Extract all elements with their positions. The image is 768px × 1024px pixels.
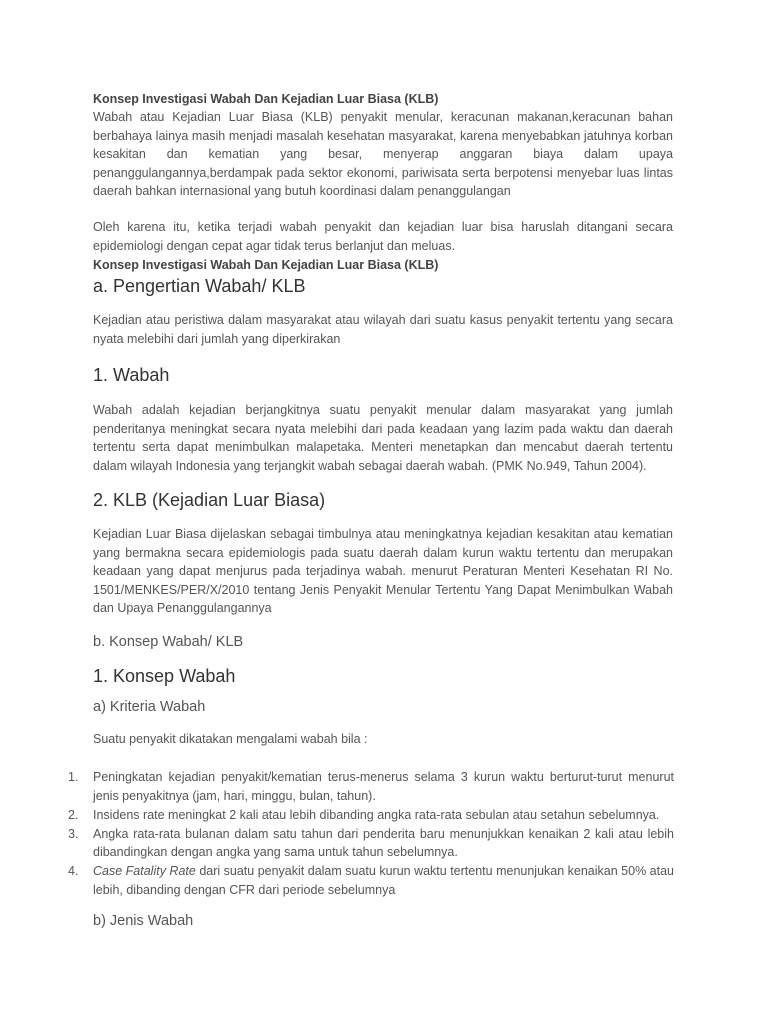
- list-number: 2.: [68, 807, 79, 822]
- heading-konsep-wabah: 1. Konsep Wabah: [93, 665, 236, 686]
- heading-wabah: 1. Wabah: [93, 365, 170, 385]
- list-item-text: Peningkatan kejadian penyakit/kematian terus-menerus selama 3 kurun waktu berturut-turut menurut jenis penyakitnya (jam, hari, minggu, bulan, tahun).: [93, 770, 674, 803]
- heading-klb: 2. KLB (Kejadian Luar Biasa): [93, 490, 326, 510]
- intro-paragraph: Wabah atau Kejadian Luar Biasa (KLB) penyakit menular, keracunan makanan,keracunan bahan berbahaya lainya masih menjadi masalah kesehatan masyarakat, karena menyebabkan jatuhnya korban kesakitan dan kematian yang besar, menyerap anggaran biaya dalam upaya penanggulangannya,berdampak pada sektor ekonomi, pariwisata serta berpotensi menyebar luas lintas daerah bahkan internasional yang butuh koordinasi dalam penanggulangan: [93, 110, 673, 198]
- heading-jenis-wabah: b) Jenis Wabah: [93, 913, 194, 929]
- paragraph-pengertian: Kejadian atau peristiwa dalam masyarakat atau wilayah dari suatu kasus penyakit tertentu yang secara nyata melebihi dari jumlah yang diperkirakan: [93, 313, 673, 346]
- list-number: 3.: [68, 826, 79, 841]
- document-title: Konsep Investigasi Wabah Dan Kejadian Luar Biasa (KLB): [93, 92, 439, 106]
- list-number: 1.: [68, 770, 79, 784]
- heading-kriteria-wabah: a) Kriteria Wabah: [93, 698, 206, 715]
- list-item: [68, 768, 674, 805]
- list-item: [68, 862, 675, 899]
- intro-paragraph-2: Oleh karena itu, ketika terjadi wabah penyakit dan kejadian luar bisa haruslah ditangani secara epidemiologi dengan cepat agar tidak terus berlanjut dan meluas.: [93, 220, 673, 253]
- list-item: [68, 825, 674, 862]
- document-body: [93, 90, 673, 748]
- list-number: 4.: [68, 864, 79, 878]
- heading-konsep-wabah-klb: b. Konsep Wabah/ KLB: [93, 633, 244, 650]
- list-item-text: Insidens rate meningkat 2 kali atau lebih dibanding angka rata-rata sebulan atau setahun sebelumnya.: [93, 807, 660, 822]
- paragraph-wabah: Wabah adalah kejadian berjangkitnya suatu penyakit menular dalam masyarakat yang jumlah penderitanya meningkat secara nyata melebihi dari pada keadaan yang lazim pada waktu dan daerah tertentu serta dapat menimbulkan malapetaka. Menteri menetapkan dan mencabut daerah tertentu dalam wilayah Indonesia yang terjangkit wabah sebagai daerah wabah. (PMK No.949, Tahun 2004).: [93, 403, 673, 473]
- section-title-repeat: Konsep Investigasi Wabah Dan Kejadian Luar Biasa (KLB): [93, 258, 439, 272]
- list-item-text: dari suatu penyakit dalam suatu kurun waktu tertentu menunjukan kenaikan 50% atau lebih, dibanding dengan CFR dari periode sebelumnya: [93, 864, 675, 897]
- paragraph-klb: Kejadian Luar Biasa dijelaskan sebagai timbulnya atau meningkatnya kejadian kesakitan atau kematian yang bermakna secara epidemiologis pada suatu daerah dalam kurun waktu tertentu dan merupakan keadaan yang dapat menjurus pada terjadinya wabah. menurut Peraturan Menteri Kesehatan RI No. 1501/MENKES/PER/X/2010 tentang Jenis Penyakit Menular Tertentu Yang Dapat Menimbulkan Wabah dan Upaya Penanggulangannya: [93, 527, 673, 615]
- list-item: [68, 806, 674, 825]
- paragraph-kriteria: Suatu penyakit dikatakan mengalami wabah bila :: [93, 731, 368, 746]
- heading-pengertian: a. Pengertian Wabah/ KLB: [93, 276, 306, 296]
- list-item-emphasis: Case Fatality Rate: [93, 864, 196, 878]
- list-item-text: Angka rata-rata bulanan dalam satu tahun dari penderita baru menunjukkan kenaikan 2 kali atau lebih dibandingkan dengan angka yang sama untuk tahun sebelumnya.: [93, 826, 674, 859]
- criteria-list: [68, 768, 675, 900]
